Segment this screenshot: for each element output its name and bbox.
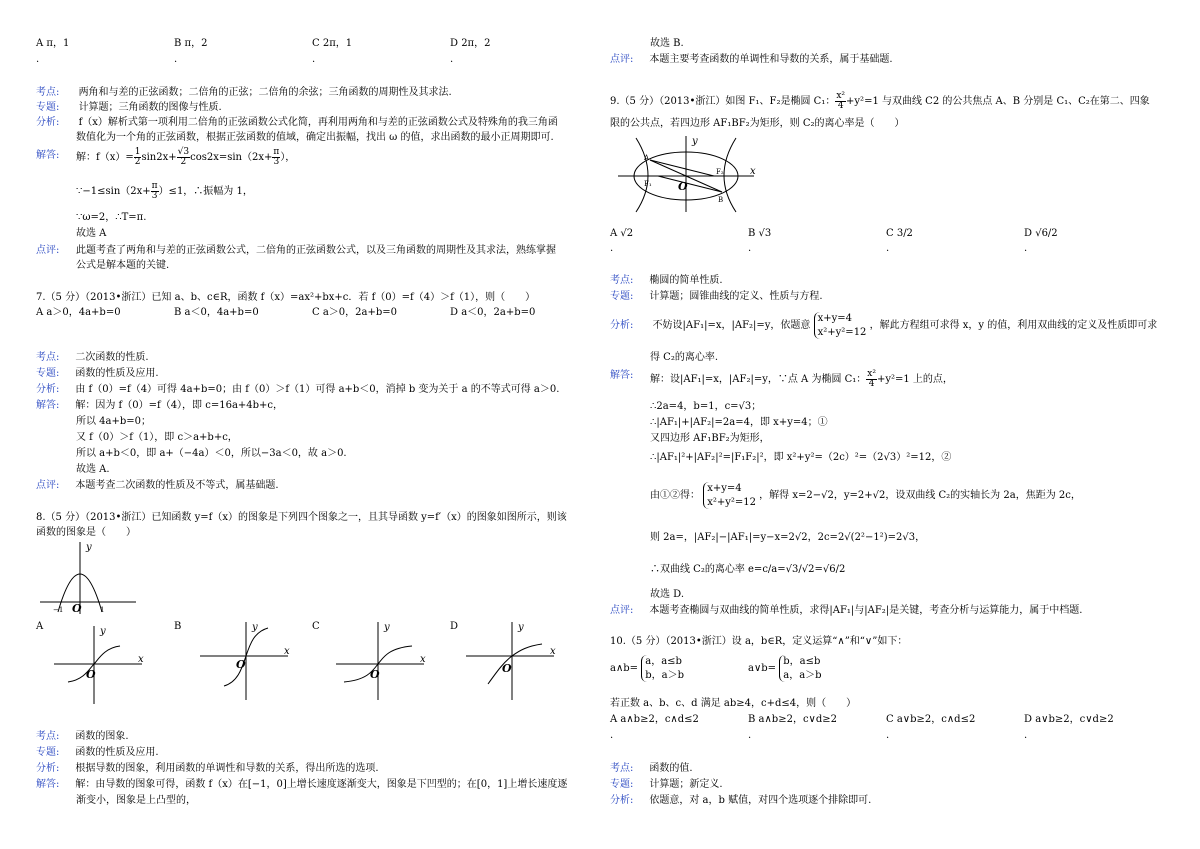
- q8-option-c: C: [312, 621, 320, 632]
- q6-kaodian: 两角和与差的正弦函数；二倍角的正弦；二倍角的余弦；三角函数的周期性及其求法.: [78, 87, 452, 98]
- svg-text:x: x: [750, 166, 756, 177]
- q8-jieda-label: 解答:: [36, 779, 60, 790]
- q6-option-b: B π，2: [174, 38, 208, 49]
- q7-kaodian-label: 考点:: [36, 352, 60, 363]
- q8-dianping: 本题主要考查函数的单调性和导数的关系，属于基础题.: [649, 54, 893, 65]
- q10-fenxi-label: 分析:: [610, 795, 634, 806]
- svg-text:x: x: [138, 654, 144, 665]
- q8-graph-b: [196, 618, 296, 704]
- q7-jieda-2: 所以 4a+b=0；: [76, 416, 152, 427]
- q8-graph-a: [50, 622, 150, 708]
- q9-option-b: B √3: [748, 228, 772, 239]
- q8-dianping-label: 点评:: [610, 54, 634, 65]
- q9-kaodian-label: 考点:: [610, 275, 634, 286]
- q7-jieda-1: 解：因为 f（0）=f（4），即 c=16a+4b+c，: [75, 400, 284, 411]
- svg-text:y: y: [100, 626, 106, 637]
- q10-condition: 若正数 a、b、c、d 满足 ab≥4，c+d≤4，则（ ）: [610, 698, 857, 709]
- q7-jieda-label: 解答:: [36, 400, 60, 411]
- svg-text:x: x: [420, 654, 426, 665]
- q10-option-d: D a∨b≥2，c∨d≥2: [1024, 714, 1114, 725]
- q9-option-c: C 3/2: [886, 228, 913, 239]
- q8-zhuanti-label: 专题:: [36, 747, 60, 758]
- q9-fenxi-line2: 得 C₂的离心率.: [650, 352, 719, 363]
- q9-stem-1: 9.（5 分）（2013•浙江）如图 F₁、F₂是椭圆 C₁： $\frac{\text{x²}}{4}$ +y²=1 与双曲线 C2 的公共焦点 A、B 分别是 C₁、C₂在第二、四象: [610, 91, 1150, 111]
- q10-kaodian: 函数的值.: [649, 763, 693, 774]
- q10-option-a: A a∧b≥2，c∧d≤2: [610, 714, 699, 725]
- svg-text:x: x: [550, 646, 556, 657]
- q7-jieda-5: 故选 A.: [76, 464, 110, 475]
- q8-fenxi: 根据导数的图象，利用函数的单调性和导数的关系，得出所选的选项.: [75, 763, 379, 774]
- svg-text:1: 1: [100, 606, 105, 614]
- q8-jieda-2: 渐变小，图象是上凸型的，: [76, 795, 196, 806]
- q7-option-a: A a＞0，4a+b=0: [36, 307, 121, 318]
- svg-text:F₂: F₂: [716, 168, 724, 176]
- q6-zhuanti: 计算题；三角函数的图像与性质.: [78, 102, 222, 113]
- q7-option-c: C a＞0，2a+b=0: [312, 307, 397, 318]
- svg-text:O: O: [678, 180, 688, 193]
- q9-stem-2: 限的公共点，若四边形 AF₁BF₂为矩形，则 C₂的离心率是（ ）: [610, 118, 905, 129]
- svg-text:O: O: [370, 668, 380, 681]
- q8-stem-1: 8.（5 分）（2013•浙江）已知函数 y=f（x）的图象是下列四个图象之一，且其导函数 y=f′（x）的图象如图所示，则该: [36, 512, 567, 523]
- q8-jieda-1: 解：由导数的图象可得，函数 f（x）在[−1，0]上增长速度逐渐变大，图象是下凹型的；在[0，1]上增长速度逐: [75, 779, 568, 790]
- svg-text:y: y: [692, 136, 698, 147]
- q9-jieda-6: 由①②得： x+y=4 x²+y²=12 ，解得 x=2−√2，y=2+√2，设双曲线 C₂的实轴长为 2a，焦距为 2c，: [650, 483, 1081, 508]
- q7-dianping-label: 点评:: [36, 480, 60, 491]
- q9-jieda-8: ∴双曲线 C₂的离心率 e=c/a=√3/√2=√6/2: [650, 564, 846, 575]
- svg-text:y: y: [518, 622, 524, 633]
- q8-kaodian-label: 考点:: [36, 731, 60, 742]
- svg-text:y: y: [252, 622, 258, 633]
- q8-graph-d: [462, 618, 562, 704]
- svg-text:A: A: [644, 154, 650, 162]
- q6-option-c: C 2π，1: [312, 38, 353, 49]
- q7-fenxi: 由 f（0）=f（4）可得 4a+b=0；由 f（0）＞f（1）可得 a+b＜0，消掉 b 变为关于 a 的不等式可得 a＞0.: [75, 384, 560, 395]
- q8-stem-2: 函数的图象是（ ）: [36, 527, 136, 538]
- q9-option-a: A √2: [610, 228, 634, 239]
- q8-fenxi-label: 分析:: [36, 763, 60, 774]
- q9-jieda-5: ∴|AF₁|²+|AF₂|²=|F₁F₂|²，即 x²+y²=（2c）²=（2√3）²=12，②: [650, 452, 952, 463]
- q6-jieda-line3: ∵ω=2，∴T=π.: [76, 212, 147, 223]
- q7-kaodian: 二次函数的性质.: [75, 352, 149, 363]
- q6-option-a: A π，1: [36, 38, 70, 49]
- q6-jieda-line4: 故选 A: [76, 228, 107, 239]
- q10-fenxi: 依题意，对 a，b 赋值，对四个选项逐个排除即可.: [649, 795, 872, 806]
- q10-zhuanti: 计算题；新定义.: [649, 779, 723, 790]
- q8-graph-c: [332, 618, 432, 704]
- svg-text:−1: −1: [53, 606, 64, 614]
- q7-jieda-3: 又 f（0）＞f（1），即 c＞a+b+c，: [76, 432, 238, 443]
- q10-def-and: a∧b= a，a≤b b，a＞b: [610, 656, 685, 681]
- svg-text:O: O: [86, 668, 96, 681]
- q7-option-b: B a＜0，4a+b=0: [174, 307, 259, 318]
- q8-option-a: A: [36, 621, 44, 632]
- q10-kaodian-label: 考点:: [610, 763, 634, 774]
- q9-dianping-label: 点评:: [610, 605, 634, 616]
- q6-option-d: D 2π，2: [450, 38, 491, 49]
- svg-text:y: y: [384, 622, 390, 633]
- q9-kaodian: 椭圆的简单性质.: [649, 275, 723, 286]
- q6-jieda-line2: ∵−1≤sin（2x+ $\frac{\pi}{3}$ ）≤1，∴振幅为 1，: [76, 181, 253, 201]
- q8-conclusion: 故选 B.: [650, 38, 684, 49]
- svg-text:F₁: F₁: [644, 180, 652, 188]
- q6-fenxi-2: 数值化为一个角的正弦函数，根据正弦函数的值域，确定出振幅，找出 ω 的值，求出函数的最小正周期即可.: [76, 132, 554, 143]
- q6-jieda-line1: 解：f（x）= $\frac{1}{2}$ sin2x+ $\frac{√3}{2}$ cos2x=sin（2x+ $\frac{\pi}{3}$ ），: [76, 147, 296, 167]
- q7-fenxi-label: 分析:: [36, 384, 60, 395]
- q9-option-d: D √6/2: [1024, 228, 1058, 239]
- svg-text:O: O: [72, 602, 82, 615]
- q9-jieda-9: 故选 D.: [650, 589, 685, 600]
- q10-stem: 10.（5 分）（2013•浙江）设 a，b∈R，定义运算“∧”和“∨”如下：: [610, 636, 908, 647]
- q6-fenxi-1: f（x）解析式第一项利用二倍角的正弦函数公式化简，再利用两角和与差的正弦函数公式及特殊角的我三角函: [78, 117, 558, 128]
- q7-dianping: 本题考查二次函数的性质及不等式，属基础题.: [75, 480, 279, 491]
- q6-dianping-2: 公式是解本题的关键.: [76, 260, 170, 271]
- q6-zhuanti-label: 专题:: [36, 102, 60, 113]
- q6-dianping-1b: 此题考查了两角和与差的正弦函数公式，二倍角的正弦函数公式，以及三角函数的周期性及其求法，熟练掌握: [76, 245, 556, 256]
- q9-jieda-2: ∴2a=4，b=1，c=√3；: [650, 401, 762, 412]
- svg-text:B: B: [718, 196, 724, 204]
- q6-dianping-label: 点评:: [36, 245, 60, 256]
- q8-kaodian: 函数的图象.: [75, 731, 129, 742]
- q8-zhuanti: 函数的性质及应用.: [75, 747, 159, 758]
- svg-text:O: O: [236, 658, 246, 671]
- q9-jieda-4: 又四边形 AF₁BF₂为矩形，: [650, 433, 770, 444]
- svg-text:O: O: [502, 662, 512, 675]
- q9-zhuanti: 计算题；圆锥曲线的定义、性质与方程.: [649, 291, 823, 302]
- q7-option-d: D a＜0，2a+b=0: [450, 307, 536, 318]
- q7-stem: 7.（5 分）（2013•浙江）已知 a、b、c∈R，函数 f（x）=ax²+bx+c．若 f（0）=f（4）＞f（1），则（ ）: [36, 292, 536, 303]
- q10-def-or: a∨b= b，a≤b a，a＞b: [748, 656, 822, 681]
- q10-option-c: C a∨b≥2，c∧d≤2: [886, 714, 976, 725]
- q10-zhuanti-label: 专题:: [610, 779, 634, 790]
- svg-text:y: y: [86, 542, 92, 553]
- q9-zhuanti-label: 专题:: [610, 291, 634, 302]
- q8-option-b: B: [174, 621, 182, 632]
- q9-jieda-7: 则 2a=，|AF₂|−|AF₁|=y−x=2√2，2c=2√(2²−1²)=2√3，: [650, 532, 926, 543]
- svg-text:x: x: [284, 646, 290, 657]
- q7-zhuanti-label: 专题:: [36, 368, 60, 379]
- q6-kaodian-label: 考点:: [36, 87, 60, 98]
- q9-jieda-label: 解答:: [610, 370, 634, 381]
- q9-fenxi-line1: 分析: 不妨设|AF₁|=x，|AF₂|=y，依题意 x+y=4 x²+y²=12 ，解此方程组可求得 x，y 的值，利用双曲线的定义及性质即可求: [610, 313, 1158, 338]
- q9-jieda-1: 解：设|AF₁|=x，|AF₂|=y，∵点 A 为椭圆 C₁： $\frac{\text{x²}}{4}$ +y²=1 上的点，: [650, 369, 953, 389]
- q9-jieda-3: ∴|AF₁|+|AF₂|=2a=4，即 x+y=4；①: [650, 417, 828, 428]
- q9-ellipse-figure: [614, 134, 764, 214]
- q7-zhuanti: 函数的性质及应用.: [75, 368, 159, 379]
- q10-option-b: B a∧b≥2，c∨d≥2: [748, 714, 838, 725]
- q9-dianping: 本题考查椭圆与双曲线的简单性质，求得|AF₁|与|AF₂|是关键，考查分析与运算能力，属于中档题.: [649, 605, 1083, 616]
- q7-jieda-4: 所以 a+b＜0，即 a+（−4a）＜0，所以−3a＜0，故 a＞0.: [76, 448, 347, 459]
- q6-fenxi-label: 分析:: [36, 117, 60, 128]
- q8-derivative-graph: [36, 540, 146, 618]
- q8-option-d: D: [450, 621, 459, 632]
- q6-jieda-label: 解答:: [36, 150, 60, 161]
